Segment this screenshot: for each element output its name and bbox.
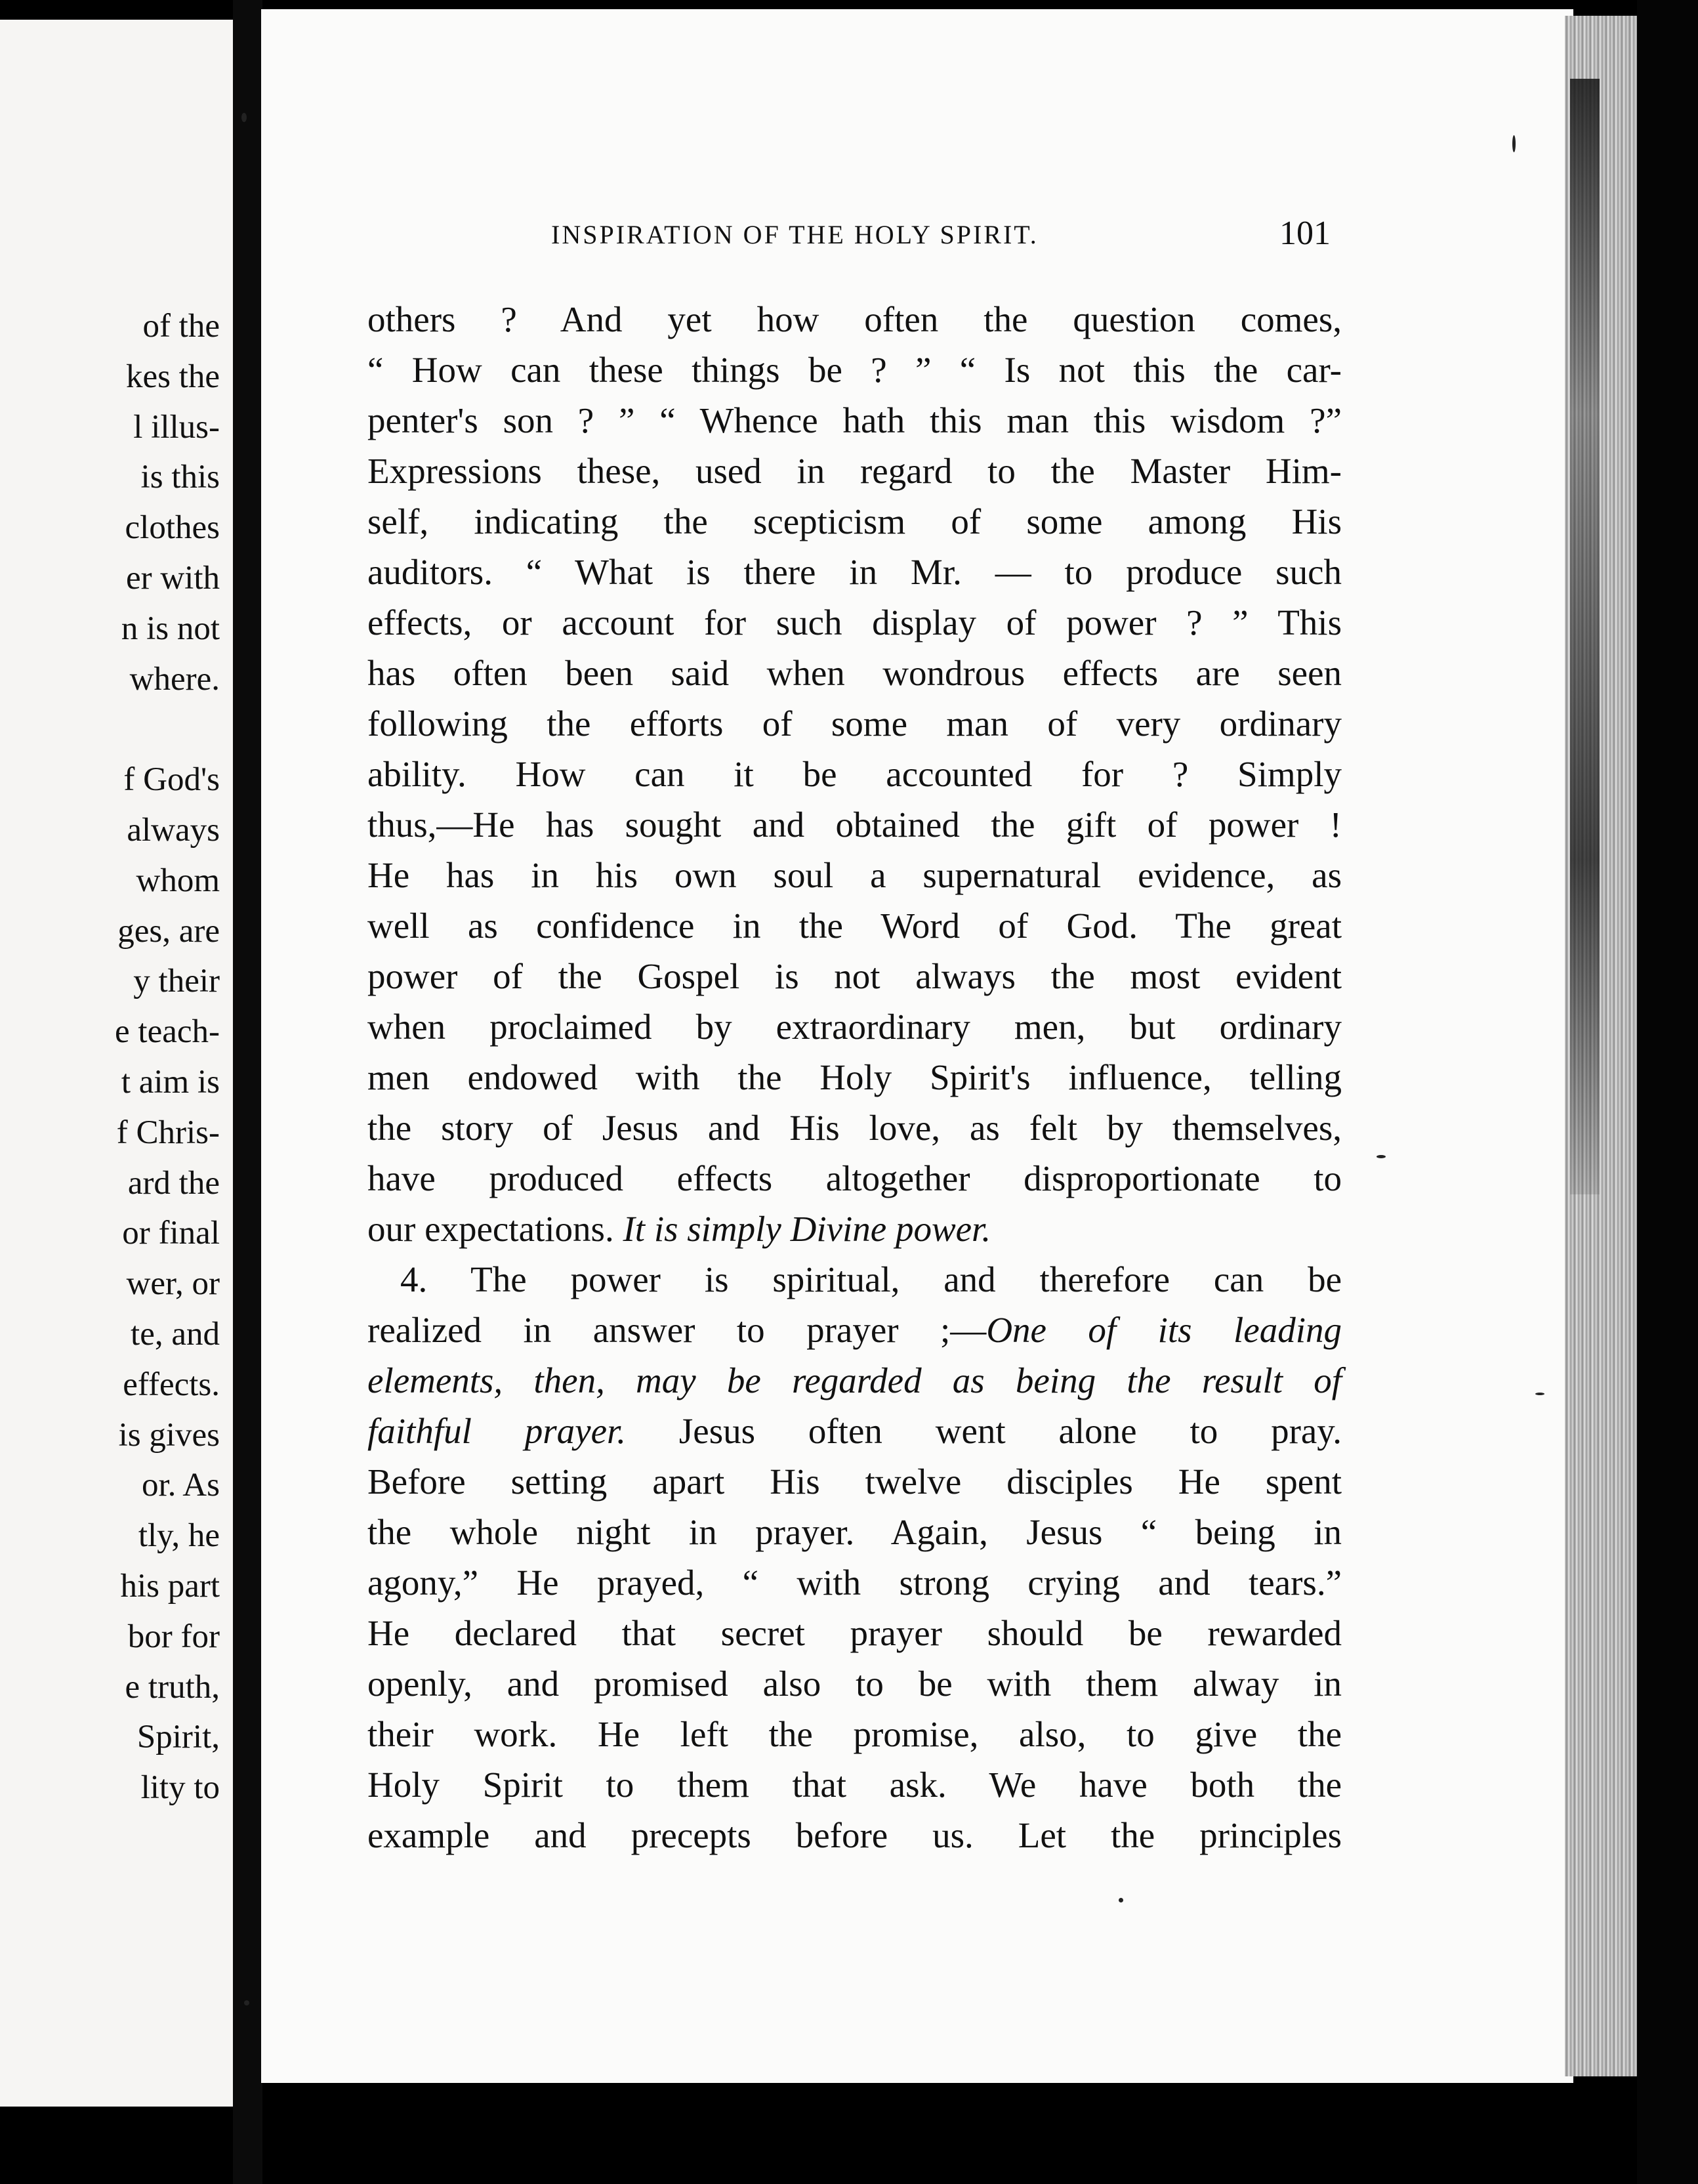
text-span: “ How can these things be ? ” “ Is not this the car- [367, 350, 1342, 390]
text-span: well as confidence in the Word of God. The great [367, 906, 1342, 946]
left-page-line: wer, or [126, 1265, 220, 1303]
body-text-line [367, 1309, 1342, 1351]
text-span: self, indicating the scepticism of some among His [367, 501, 1342, 541]
text-span: example and precepts before us. Let the principles [367, 1815, 1342, 1855]
text-span: our expectations. [367, 1209, 623, 1249]
left-page-line: tly, he [138, 1517, 220, 1555]
body-text-line [367, 1208, 1342, 1250]
left-page-line: kes the [125, 358, 220, 395]
text-span: 4. The power is spiritual, and therefore can be [400, 1259, 1342, 1299]
left-page-line: always [127, 812, 220, 849]
left-page-line: is gives [118, 1416, 220, 1454]
body-text-line [367, 501, 1342, 542]
text-span: when proclaimed by extraordinary men, but ordinary [367, 1007, 1342, 1047]
left-page-line: e teach- [115, 1013, 220, 1051]
text-span: He declared that secret prayer should be rewarded [367, 1613, 1342, 1653]
text-span: Before setting apart His twelve disciples He spent [367, 1461, 1342, 1502]
left-page-line: y their [133, 963, 220, 1000]
text-span: auditors. “ What is there in Mr. — to produce such [367, 552, 1342, 592]
page-number: 101 [1279, 215, 1331, 252]
body-text-line [367, 854, 1342, 896]
text-span: others ? And yet how often the question comes, [367, 299, 1342, 339]
left-page-line: or. As [141, 1467, 220, 1504]
italic-text-span: It is simply Divine power. [623, 1209, 991, 1249]
left-page-line: clothes [125, 509, 220, 547]
scan-border [1637, 0, 1698, 2184]
left-page-line: n is not [121, 610, 220, 647]
body-text-line [367, 804, 1342, 845]
text-span: realized in answer to prayer ;— [367, 1310, 987, 1350]
left-page-line: Spirit, [136, 1719, 220, 1756]
body-text-line [367, 1511, 1342, 1553]
left-page-line: is this [140, 459, 220, 496]
body-text-line [367, 400, 1342, 441]
left-page-line: where. [129, 660, 220, 698]
body-text-line [367, 450, 1342, 492]
left-page-line: l illus- [133, 408, 220, 446]
body-text-line [367, 1107, 1342, 1148]
left-page-line: f God's [123, 761, 220, 799]
body-text-line [367, 652, 1342, 694]
left-page-line: ges, are [117, 912, 220, 950]
italic-text-span: elements, then, may be regarded as being the result of [367, 1360, 1342, 1400]
left-page-line: te, and [131, 1316, 220, 1353]
body-text-line [367, 349, 1342, 390]
body-text-line [367, 551, 1342, 593]
text-span: their work. He left the promise, also, to give the [367, 1714, 1342, 1754]
body-text-line [367, 1461, 1342, 1502]
text-span: penter's son ? ” “ Whence hath this man this wisdom ?” [367, 400, 1342, 440]
text-span: He has in his own soul a supernatural evidence, as [367, 855, 1342, 895]
body-text-line [367, 1006, 1342, 1047]
scan-speck [244, 2000, 249, 2006]
text-span: have produced effects altogether disproportionate to [367, 1158, 1342, 1198]
scan-speck [1377, 1155, 1386, 1158]
left-page-line: bor for [127, 1618, 220, 1655]
left-page-line: effects. [123, 1366, 220, 1403]
body-text-line [367, 1713, 1342, 1755]
text-span: following the efforts of some man of very ordinary [367, 704, 1342, 744]
text-span: men endowed with the Holy Spirit's influence, telling [367, 1057, 1342, 1097]
left-page-line: or final [122, 1215, 220, 1252]
body-text-line [367, 1360, 1342, 1401]
left-page-line: ard the [127, 1164, 220, 1202]
left-page-line: t aim is [121, 1064, 220, 1101]
body-text-line [367, 1057, 1342, 1098]
text-span: Jesus often went alone to pray. [626, 1411, 1342, 1451]
body-text-line [367, 1764, 1342, 1805]
text-span: effects, or account for such display of power ? ” This [367, 602, 1342, 642]
scan-speck [1119, 1898, 1123, 1902]
body-text-line [367, 905, 1342, 946]
running-head: INSPIRATION OF THE HOLY SPIRIT. [551, 220, 1039, 249]
scan-speck [241, 113, 247, 122]
body-text-line [367, 1158, 1342, 1199]
left-page-line: f Chris- [116, 1114, 220, 1151]
body-text-line [367, 1562, 1342, 1603]
scan-speck [1512, 135, 1516, 152]
page-edge-shadow [1570, 79, 1600, 1194]
italic-text-span: One of its leading [986, 1310, 1342, 1350]
body-text-line [367, 1663, 1342, 1704]
text-span: ability. How can it be accounted for ? Simply [367, 754, 1342, 794]
text-span: thus,—He has sought and obtained the gift of power ! [367, 805, 1342, 845]
body-text-line [367, 956, 1342, 997]
left-page-line: e truth, [125, 1668, 220, 1706]
text-span: the whole night in prayer. Again, Jesus “ being in [367, 1512, 1342, 1552]
body-text-line [367, 753, 1342, 795]
text-span: the story of Jesus and His love, as felt by themselves, [367, 1108, 1342, 1148]
body-text-line [367, 1815, 1342, 1856]
text-span: openly, and promised also to be with them alway in [367, 1664, 1342, 1704]
left-page-line: lity to [140, 1769, 220, 1807]
body-text-line [367, 299, 1342, 340]
text-span: has often been said when wondrous effects are seen [367, 653, 1342, 693]
text-span: agony,” He prayed, “ with strong crying and tears.” [367, 1563, 1342, 1603]
text-span: Expressions these, used in regard to the Master Him- [367, 451, 1342, 491]
text-span: power of the Gospel is not always the most evident [367, 956, 1342, 996]
body-text-line [367, 1410, 1342, 1452]
left-page-line: his part [120, 1568, 220, 1605]
body-text-line [367, 602, 1342, 643]
body-text-line [367, 703, 1342, 744]
left-page [0, 20, 233, 2107]
left-page-line: of the [142, 308, 220, 345]
left-page-line: er with [125, 560, 220, 597]
book-gutter [233, 0, 262, 2184]
italic-text-span: faithful prayer. [367, 1411, 627, 1451]
text-span: Holy Spirit to them that ask. We have both the [367, 1765, 1342, 1805]
left-page-line: whom [136, 862, 220, 899]
scan-speck [1535, 1393, 1544, 1395]
body-text-line [400, 1259, 1342, 1300]
body-text-line [367, 1612, 1342, 1654]
